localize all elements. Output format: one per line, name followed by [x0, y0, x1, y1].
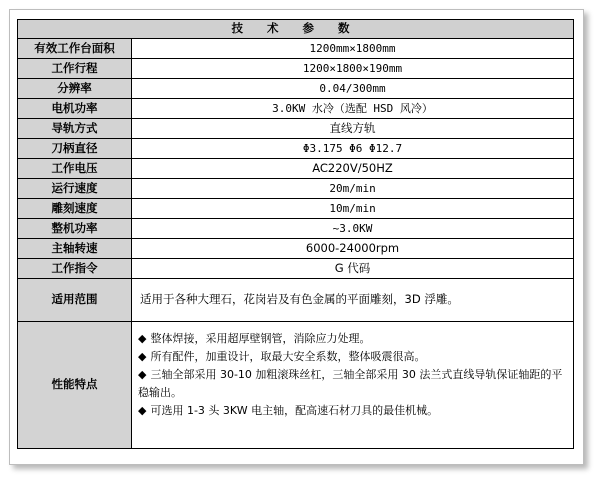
table-row — [18, 119, 574, 139]
application-value: 适用于各种大理石，花岗岩及有色金属的平面雕刻，3D 浮雕。 — [132, 279, 574, 322]
diamond-bullet-icon: ◆ — [138, 332, 147, 345]
features-list — [132, 322, 574, 449]
diamond-bullet-icon: ◆ — [138, 368, 147, 381]
diamond-bullet-icon: ◆ — [138, 404, 147, 417]
table-row — [18, 139, 574, 159]
features-label: 性能特点 — [18, 322, 132, 449]
row-label: 有效工作台面积 — [18, 39, 132, 59]
table-row — [18, 99, 574, 119]
row-value: Φ3.175 Φ6 Φ12.7 — [132, 139, 574, 159]
row-value: G 代码 — [132, 259, 574, 279]
feature-item: ◆ 三轴全部采用 30-10 加粗滚珠丝杠，三轴全部采用 30 法兰式直线导轨保证轴距的平稳输出。 — [138, 368, 563, 399]
row-label: 工作电压 — [18, 159, 132, 179]
row-value: 3.0KW 水冷（选配 HSD 风冷） — [132, 99, 574, 119]
feature-item: ◆ 所有配件，加重设计，取最大安全系数，整体吸震很高。 — [138, 350, 426, 363]
row-value: 1200mm×1800mm — [132, 39, 574, 59]
table-row — [18, 59, 574, 79]
row-value: 10m/min — [132, 199, 574, 219]
row-value: 20m/min — [132, 179, 574, 199]
row-label: 分辨率 — [18, 79, 132, 99]
table-row — [18, 39, 574, 59]
application-label: 适用范围 — [18, 279, 132, 322]
row-label: 工作指令 — [18, 259, 132, 279]
row-label: 运行速度 — [18, 179, 132, 199]
application-row — [18, 279, 574, 322]
table-row — [18, 159, 574, 179]
feature-item: ◆ 可选用 1-3 头 3KW 电主轴，配高速石材刀具的最佳机械。 — [138, 404, 439, 417]
table-row — [18, 219, 574, 239]
diamond-bullet-icon: ◆ — [138, 350, 147, 363]
row-label: 刀柄直径 — [18, 139, 132, 159]
table-row — [18, 179, 574, 199]
features-row — [18, 322, 574, 449]
row-label: 主轴转速 — [18, 239, 132, 259]
row-value: ~3.0KW — [132, 219, 574, 239]
row-label: 整机功率 — [18, 219, 132, 239]
feature-item: ◆ 整体焊接，采用超厚壁钢管，消除应力处理。 — [138, 332, 371, 345]
row-value: 6000-24000rpm — [132, 239, 574, 259]
row-label: 导轨方式 — [18, 119, 132, 139]
row-value: 0.04/300mm — [132, 79, 574, 99]
row-label: 电机功率 — [18, 99, 132, 119]
table-row — [18, 259, 574, 279]
table-title: 技 术 参 数 — [18, 20, 574, 39]
row-value: AC220V/50HZ — [132, 159, 574, 179]
row-label: 雕刻速度 — [18, 199, 132, 219]
row-value: 1200×1800×190mm — [132, 59, 574, 79]
table-row — [18, 239, 574, 259]
spec-table — [17, 19, 574, 449]
row-label: 工作行程 — [18, 59, 132, 79]
table-row — [18, 199, 574, 219]
row-value: 直线方轨 — [132, 119, 574, 139]
table-row — [18, 79, 574, 99]
